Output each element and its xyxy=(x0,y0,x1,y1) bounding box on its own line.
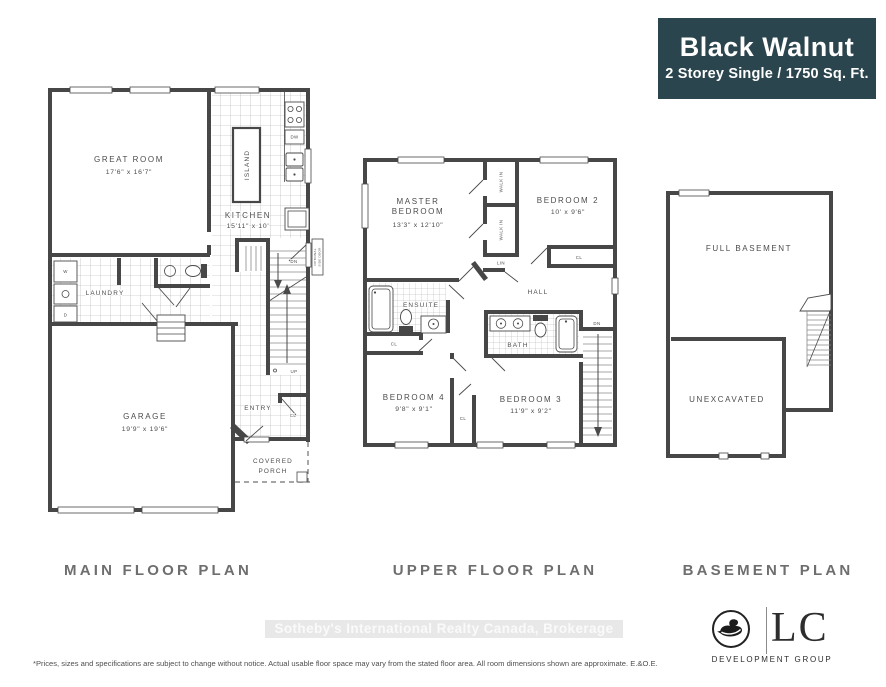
bedroom4-label: BEDROOM 4 xyxy=(382,393,446,402)
hall-label: HALL xyxy=(527,289,549,296)
basement-stairs xyxy=(800,294,831,367)
upper-stairs xyxy=(583,334,612,437)
ensuite-tub xyxy=(369,286,393,332)
side-door-label-1: OPTIONAL xyxy=(313,248,317,266)
swan-icon xyxy=(714,612,748,646)
unexcavated-label: UNEXCAVATED xyxy=(689,395,765,404)
walk-in-label-1: WALK IN xyxy=(498,171,504,193)
ensuite-closet-label: CL xyxy=(390,341,398,347)
kitchen-label: KITCHEN xyxy=(224,211,272,220)
garage-label: GARAGE xyxy=(123,412,167,421)
entry-closet-label: CL xyxy=(289,413,297,418)
walk-in-label-2: WALK IN xyxy=(498,219,504,241)
up-label: UP xyxy=(290,369,298,374)
side-door-label-2: SIDE DOOR xyxy=(317,247,322,267)
full-basement-label: FULL BASEMENT xyxy=(705,244,793,253)
ensuite-toilet xyxy=(401,310,412,325)
bedroom3-label: BEDROOM 3 xyxy=(499,395,563,404)
logo-initials: LC xyxy=(771,605,829,651)
basement-windows xyxy=(679,190,769,459)
basement-labels xyxy=(689,244,792,404)
entry-label: ENTRY xyxy=(244,405,272,412)
great-room-dims: 17'6" x 16'7" xyxy=(105,169,153,176)
great-room-label: GREAT ROOM xyxy=(94,155,164,164)
bedroom4-dims: 9'8" x 9'1" xyxy=(395,406,433,413)
bath-label: BATH xyxy=(507,342,529,349)
garage-dims: 19'9" x 19'6" xyxy=(121,426,169,433)
washer-label: W xyxy=(63,269,68,274)
upper-floor-plan xyxy=(355,150,625,460)
upper-floor-plan-title: UPPER FLOOR PLAN xyxy=(392,562,598,579)
laundry-label: LAUNDRY xyxy=(85,290,125,297)
bedroom2-closet-label: CL xyxy=(575,255,583,260)
brokerage-watermark: Sotheby's International Realty Canada, Brokerage xyxy=(265,620,623,638)
bedroom2-dims: 10' x 9'6" xyxy=(550,209,586,216)
center-closet-label: CL xyxy=(459,416,467,421)
basement-plan xyxy=(655,185,840,470)
bedroom2-label: BEDROOM 2 xyxy=(536,196,600,205)
optional-side-door xyxy=(312,239,323,275)
kitchen-dims: 15'11" x 10' xyxy=(226,223,270,230)
bedroom3-dims: 11'9" x 9'2" xyxy=(510,408,552,415)
dishwasher-label: DW xyxy=(290,134,299,140)
basement-walls xyxy=(666,191,833,458)
upper-down-label: DN xyxy=(593,321,601,326)
linen-label: LIN xyxy=(496,260,506,266)
basement-plan-title: BASEMENT PLAN xyxy=(682,562,854,579)
master-label-1: MASTER xyxy=(396,197,440,206)
main-floor-plan-title: MAIN FLOOR PLAN xyxy=(64,562,252,579)
porch-label-1: COVERED xyxy=(252,458,294,465)
dryer-label: D xyxy=(63,312,68,318)
model-subtitle: 2 Storey Single / 1750 Sq. Ft. xyxy=(665,66,869,82)
logo-group-name: DEVELOPMENT GROUP xyxy=(711,655,833,664)
master-label-2: BEDROOM xyxy=(391,207,445,216)
island-label: ISLAND xyxy=(244,149,251,181)
porch-label-2: PORCH xyxy=(258,468,288,475)
master-dims: 13'3" x 12'10" xyxy=(392,222,444,229)
model-name: Black Walnut xyxy=(679,32,855,62)
powder-toilet xyxy=(186,266,201,277)
logo-swan-badge xyxy=(712,610,750,648)
main-floor-plan xyxy=(30,75,330,515)
model-title-card xyxy=(658,18,876,99)
ensuite-label: ENSUITE xyxy=(402,302,440,309)
bath-toilet xyxy=(535,323,546,337)
logo-divider xyxy=(766,607,767,654)
down-label: DN xyxy=(290,259,298,264)
disclaimer-text: *Prices, sizes and specifications are subject to change without notice. Actual usable floor space may vary from the stated floor area. All room dimensions shown are approximate. E.&O.E. xyxy=(33,659,658,668)
